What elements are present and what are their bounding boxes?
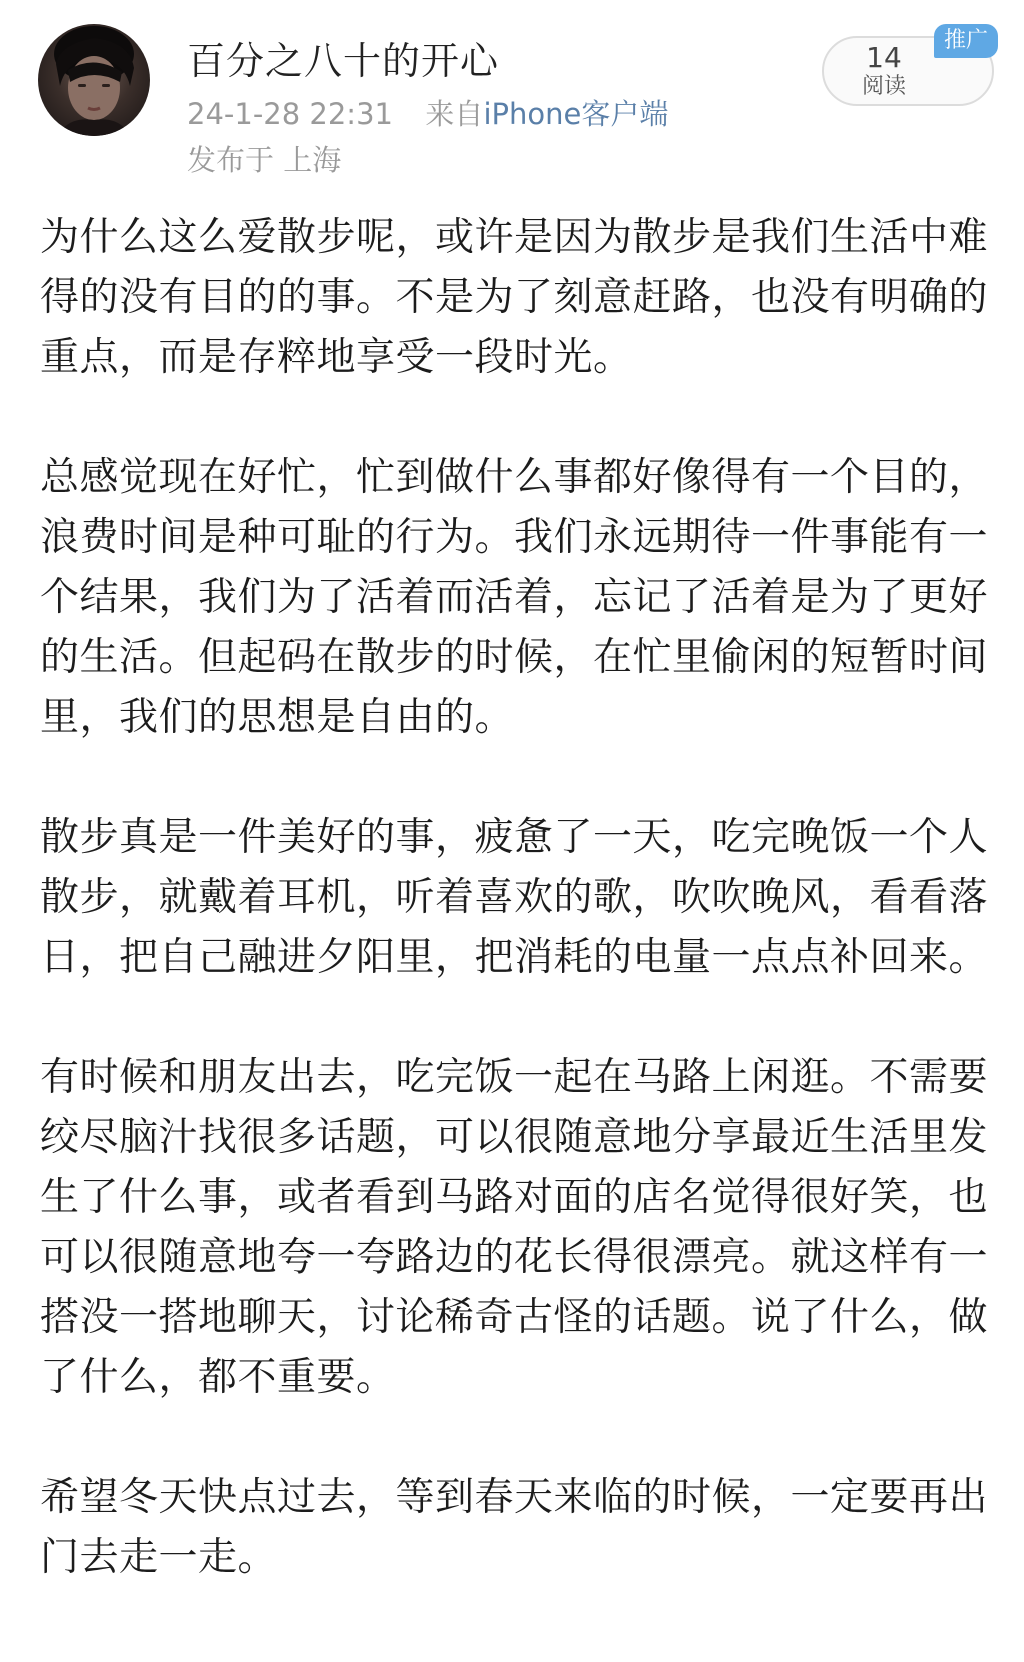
source-link[interactable]: iPhone客户端 (483, 97, 669, 131)
paragraph: 有时候和朋友出去，吃完饭一起在马路上闲逛。不需要绞尽脑汁找很多话题，可以很随意地分享最近生活里发生了什么事，或者看到马路对面的店名觉得很好笑，也可以很随意地夸一夸路边的花长得很漂亮。就这样有一搭没一搭地聊天，讨论稀奇古怪的话题。说了什么，做了什么，都不重要。 (40, 1055, 989, 1400)
post-location: 发布于 上海 (187, 143, 342, 177)
post-time: 24-1-28 22:31 (187, 97, 393, 131)
avatar-portrait-icon (38, 24, 150, 136)
post-content (40, 208, 990, 1648)
post-header (0, 0, 1024, 200)
paragraph: 希望冬天快点过去，等到春天来临的时候，一定要再出门去走一走。 (40, 1475, 989, 1580)
author-name[interactable]: 百分之八十的开心 (187, 39, 500, 83)
paragraph: 散步真是一件美好的事，疲惫了一天，吃完晚饭一个人散步，就戴着耳机，听着喜欢的歌，吹吹晚风，看看落日，把自己融进夕阳里，把消耗的电量一点点补回来。 (40, 815, 989, 980)
paragraph: 总感觉现在好忙，忙到做什么事都好像得有一个目的，浪费时间是种可耻的行为。我们永远期待一件事能有一个结果，我们为了活着而活着，忘记了活着是为了更好的生活。但起码在散步的时候，在忙里偷闲的短暂时间里，我们的思想是自由的。 (40, 455, 989, 740)
post-meta (187, 96, 668, 132)
promo-tag[interactable]: 推广 (934, 24, 998, 58)
paragraph: 为什么这么爱散步呢，或许是因为散步是我们生活中难得的没有目的的事。不是为了刻意赶路，也没有明确的重点，而是存粹地享受一段时光。 (40, 215, 989, 380)
read-count: 14 (866, 41, 902, 74)
avatar[interactable] (38, 24, 150, 136)
read-label: 阅读 (861, 74, 906, 99)
source-prefix: 来自 (425, 97, 484, 131)
